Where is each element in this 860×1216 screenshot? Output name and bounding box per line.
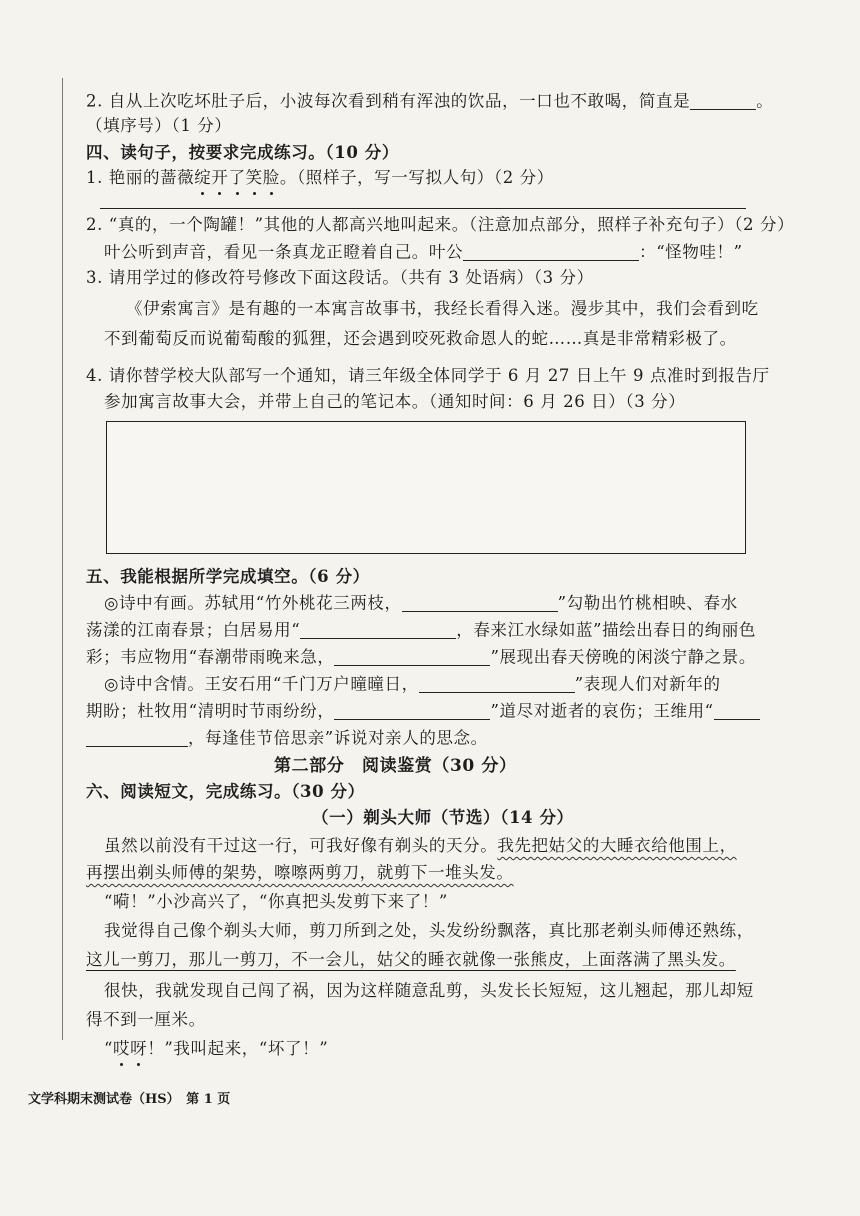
reading-p1-line1: 虽然以前没有干过这一行，可我好像有剃头的天分。我先把姑父的大睡衣给他围上， (104, 836, 737, 855)
answer-blank[interactable] (402, 594, 558, 612)
answer-blank[interactable] (419, 675, 575, 693)
section-4-heading: 四、读句子，按要求完成练习。（10 分） (86, 143, 399, 162)
answer-blank[interactable] (334, 702, 490, 720)
section-5-line6: ，每逢佳节倍思亲”诉说对亲人的思念。 (86, 729, 488, 747)
reading-p3-line1: 我觉得自己像个剃头大师，剪刀所到之处，头发纷纷飘落，真比那老剃头师傅还熟练， (104, 921, 754, 940)
reading-title: （一）剃头大师（节选）（14 分） (312, 808, 574, 827)
reading-p3-line2: 这儿一剪刀，那儿一剪刀，不一会儿，姑父的睡衣就像一张熊皮，上面落满了黑头发。 (86, 950, 736, 969)
reading-p1-line2: 再摆出剃头师傅的架势，嚓嚓两剪刀，就剪下一堆头发。 (86, 863, 514, 882)
section-4-q1: 1. 艳丽的蔷薇绽开了笑脸。（照样子，写一写拟人句）（2 分） (86, 168, 554, 187)
question-2-line1: 2. 自从上次吃坏肚子后，小波每次看到稍有浑浊的饮品，一口也不敢喝，简直是 。 (86, 91, 774, 111)
section-5-heading: 五、我能根据所学完成填空。（6 分） (86, 567, 370, 586)
answer-blank[interactable] (690, 92, 756, 110)
reading-p2: “嗬！”小沙高兴了，“你真把头发剪下来了！” (104, 892, 448, 911)
answer-blank[interactable] (714, 702, 760, 720)
part-2-heading: 第二部分 阅读鉴赏（30 分） (274, 756, 517, 776)
answer-blank[interactable] (334, 648, 490, 666)
notice-answer-box[interactable] (106, 421, 746, 554)
section-6-heading: 六、阅读短文，完成练习。（30 分） (86, 782, 365, 801)
page-footer: 文学科期末测试卷（HS） 第 1 页 (28, 1092, 231, 1107)
section-4-q3: 3. 请用学过的修改符号修改下面这段话。（共有 3 处语病）（3 分） (86, 268, 594, 287)
section-5-line1: ◎诗中有画。苏轼用“竹外桃花三两枝， ”勾勒出竹桃相映、春水 (104, 593, 738, 613)
margin-line (62, 78, 63, 1040)
answer-line[interactable] (100, 208, 746, 209)
section-4-q4-line1: 4. 请你替学校大队部写一个通知，请三年级全体同学于 6 月 27 日上午 9 点准时到报告厅 (86, 366, 770, 385)
section-4-q4-line2: 参加寓言故事大会，并带上自己的笔记本。（通知时间：6 月 26 日）（3 分） (104, 392, 686, 411)
section-5-line4: ◎诗中含情。王安石用“千门万户曈曈日， ”表现人们对新年的 (104, 674, 721, 694)
section-4-q2-line1: 2. “真的，一个陶罐！”其他的人都高兴地叫起来。（注意加点部分，照样子补充句子）（2 分） (86, 215, 795, 234)
question-2-line2: （填序号）（1 分） (86, 116, 232, 135)
section-5-line3: 彩；韦应物用“春潮带雨晚来急， ”展现出春天傍晚的闲淡宁静之景。 (86, 647, 756, 667)
reading-p4-line2: 得不到一厘米。 (86, 1010, 206, 1029)
reading-p4-line1: 很快，我就发现自己闯了祸，因为这样随意乱剪，头发长长短短，这儿翘起，那儿却短 (104, 981, 754, 1000)
answer-blank[interactable] (463, 243, 639, 261)
section-4-q3-passage-1: 《伊索寓言》是有趣的一本寓言故事书，我经长看得入迷。漫步其中，我们会看到吃 (126, 299, 759, 318)
section-4-q2-line2: 叶公听到声音，看见一条真龙正瞪着自己。叶公 ：“怪物哇！” (104, 242, 743, 262)
reading-p5: “哎呀！”我叫起来，“坏了！” (104, 1039, 329, 1058)
answer-blank[interactable] (300, 621, 456, 639)
section-5-line5: 期盼；杜牧用“清明时节雨纷纷， ”道尽对逝者的哀伤；王维用“ (86, 702, 760, 720)
section-4-q3-passage-2: 不到葡萄反而说葡萄酸的狐狸，还会遇到咬死救命恩人的蛇……真是非常精彩极了。 (104, 329, 737, 348)
answer-blank[interactable] (86, 729, 188, 747)
section-5-line2: 荡漾的江南春景；白居易用“ ，春来江水绿如蓝”描绘出春日的绚丽色 (86, 620, 756, 640)
